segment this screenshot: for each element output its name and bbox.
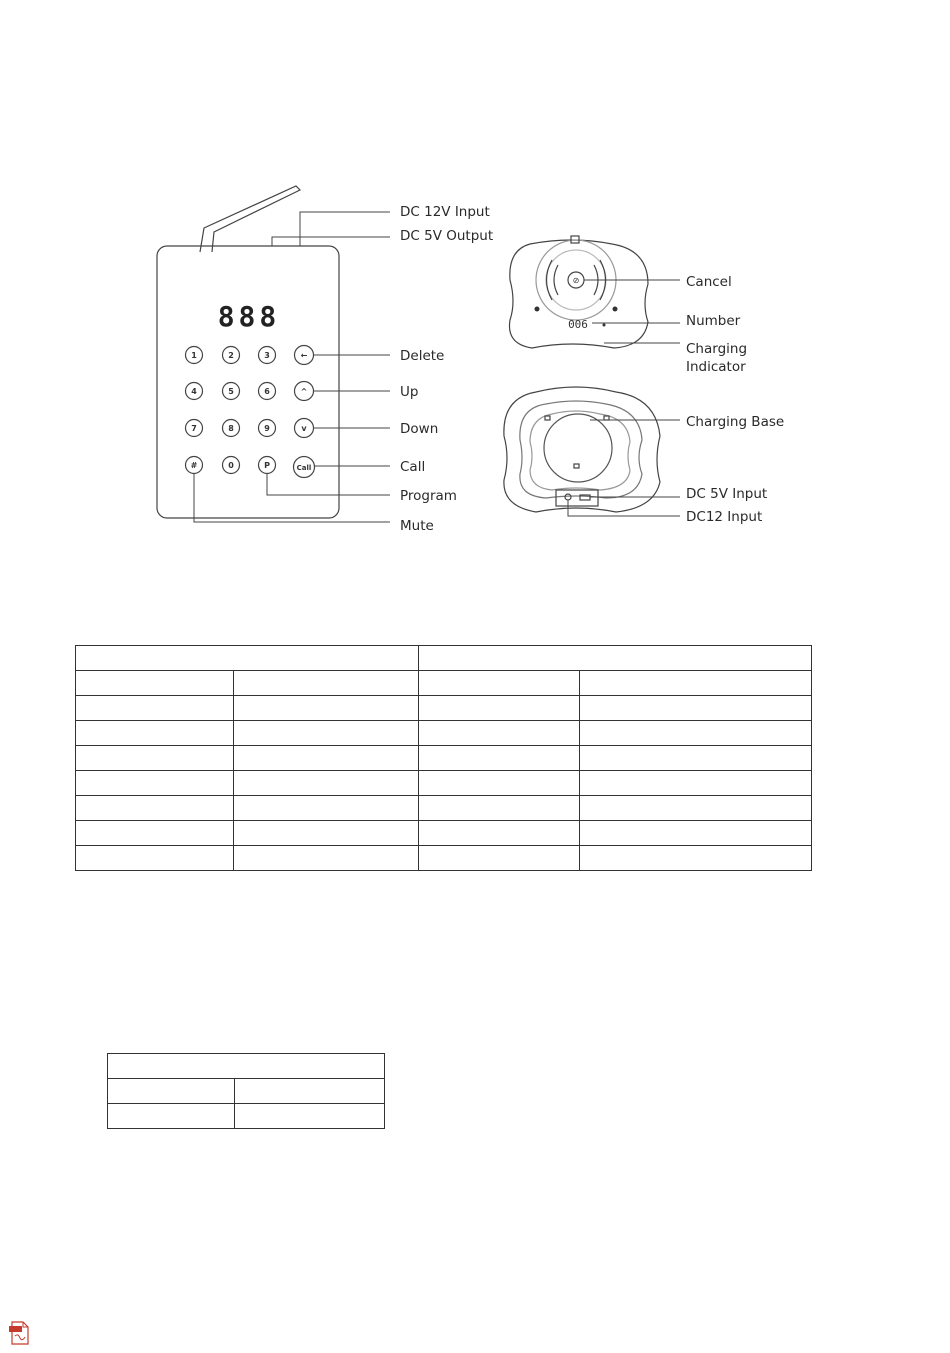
pager-device: [509, 236, 648, 348]
table-cell: [76, 846, 234, 871]
pager-cancel-glyph: ⊘: [572, 276, 580, 285]
key-down-label: v: [301, 424, 307, 433]
label-charging-base: Charging Base: [686, 414, 785, 430]
table-cell: [234, 1104, 384, 1129]
table-cell: [580, 846, 812, 871]
label-down: Down: [400, 421, 439, 437]
table-cell: [580, 746, 812, 771]
table-row: [76, 696, 812, 721]
table-cell: [108, 1079, 235, 1104]
table-cell: [76, 671, 234, 696]
table-cell: [233, 696, 418, 721]
key-0-label: 0: [228, 461, 234, 470]
table-cell: [580, 696, 812, 721]
base-well: [530, 411, 630, 490]
keypad: [186, 346, 315, 478]
table-header-row: [108, 1054, 385, 1079]
small-table: [107, 1053, 385, 1129]
label-dc5-input: DC 5V Input: [686, 486, 768, 502]
pager-number: 006: [568, 318, 588, 331]
table-cell: [418, 671, 580, 696]
table-cell: [233, 771, 418, 796]
table-row: [108, 1079, 385, 1104]
base-charge-pad: [544, 414, 612, 482]
table-cell: [580, 796, 812, 821]
table-cell: [76, 771, 234, 796]
table-row: [108, 1104, 385, 1129]
table-header-cell: [108, 1054, 385, 1079]
table-cell: [233, 671, 418, 696]
key-5-label: 5: [228, 387, 234, 396]
key-up-label: ^: [300, 387, 308, 396]
transmitter-antenna: [200, 186, 300, 252]
label-dc12-input: DC 12V Input: [400, 204, 490, 220]
base-middle: [520, 401, 642, 498]
table-cell: [233, 846, 418, 871]
product-diagram: [0, 0, 950, 560]
table-cell: [233, 721, 418, 746]
table-cell: [418, 796, 580, 821]
table-row: [76, 721, 812, 746]
table-cell: [76, 821, 234, 846]
table-cell: [233, 746, 418, 771]
key-6-label: 6: [264, 387, 270, 396]
key-8-label: 8: [228, 424, 234, 433]
table-cell: [580, 671, 812, 696]
table-row: [76, 771, 812, 796]
pdf-file-icon: [8, 1321, 32, 1345]
table-cell: [418, 696, 580, 721]
label-delete: Delete: [400, 348, 445, 364]
label-call: Call: [400, 459, 426, 475]
table-cell: [233, 796, 418, 821]
table-cell: [76, 696, 234, 721]
key-9-label: 9: [264, 424, 270, 433]
spec-table: [75, 645, 812, 871]
key-program-label: P: [264, 461, 270, 470]
key-delete-label: ←: [300, 351, 308, 360]
table-cell: [580, 821, 812, 846]
table-cell: [418, 846, 580, 871]
label-program: Program: [400, 488, 457, 504]
key-mute-label: #: [190, 461, 198, 470]
table-row: [76, 671, 812, 696]
table-cell: [76, 721, 234, 746]
label-dc12-input-base: DC12 Input: [686, 509, 763, 525]
transmitter-display: 888: [217, 300, 281, 333]
table-cell: [580, 721, 812, 746]
label-cancel: Cancel: [686, 274, 732, 290]
table-row: [76, 796, 812, 821]
key-call-label: Call: [296, 464, 312, 472]
table-row: [76, 846, 812, 871]
transmitter-body: [157, 246, 339, 518]
table-header-cell: [76, 646, 419, 671]
key-4-label: 4: [191, 387, 197, 396]
key-1-label: 1: [191, 351, 197, 360]
label-number: Number: [686, 313, 741, 329]
key-2-label: 2: [228, 351, 234, 360]
transmitter-leader-lines: [194, 212, 390, 522]
table-cell: [234, 1079, 384, 1104]
table-cell: [418, 721, 580, 746]
key-3-label: 3: [264, 351, 270, 360]
charging-base-device: [504, 387, 660, 512]
table-header-row: [76, 646, 812, 671]
label-mute: Mute: [400, 518, 434, 534]
label-charging-indicator-1: Charging: [686, 341, 748, 357]
table-cell: [76, 796, 234, 821]
table-row: [76, 821, 812, 846]
label-up: Up: [400, 384, 419, 400]
base-outer: [504, 387, 660, 512]
pager-leader-lines: [584, 280, 680, 343]
table-cell: [418, 746, 580, 771]
table-cell: [233, 821, 418, 846]
key-7-label: 7: [191, 424, 197, 433]
pager-body: [509, 240, 648, 348]
table-cell: [108, 1104, 235, 1129]
base-leader-lines: [568, 420, 680, 516]
label-dc5-output: DC 5V Output: [400, 228, 494, 244]
table-cell: [418, 771, 580, 796]
label-charging-indicator-2: Indicator: [686, 359, 746, 375]
table-cell: [580, 771, 812, 796]
table-cell: [76, 746, 234, 771]
base-port-panel: [556, 490, 598, 506]
table-cell: [418, 821, 580, 846]
table-row: [76, 746, 812, 771]
table-header-cell: [418, 646, 811, 671]
